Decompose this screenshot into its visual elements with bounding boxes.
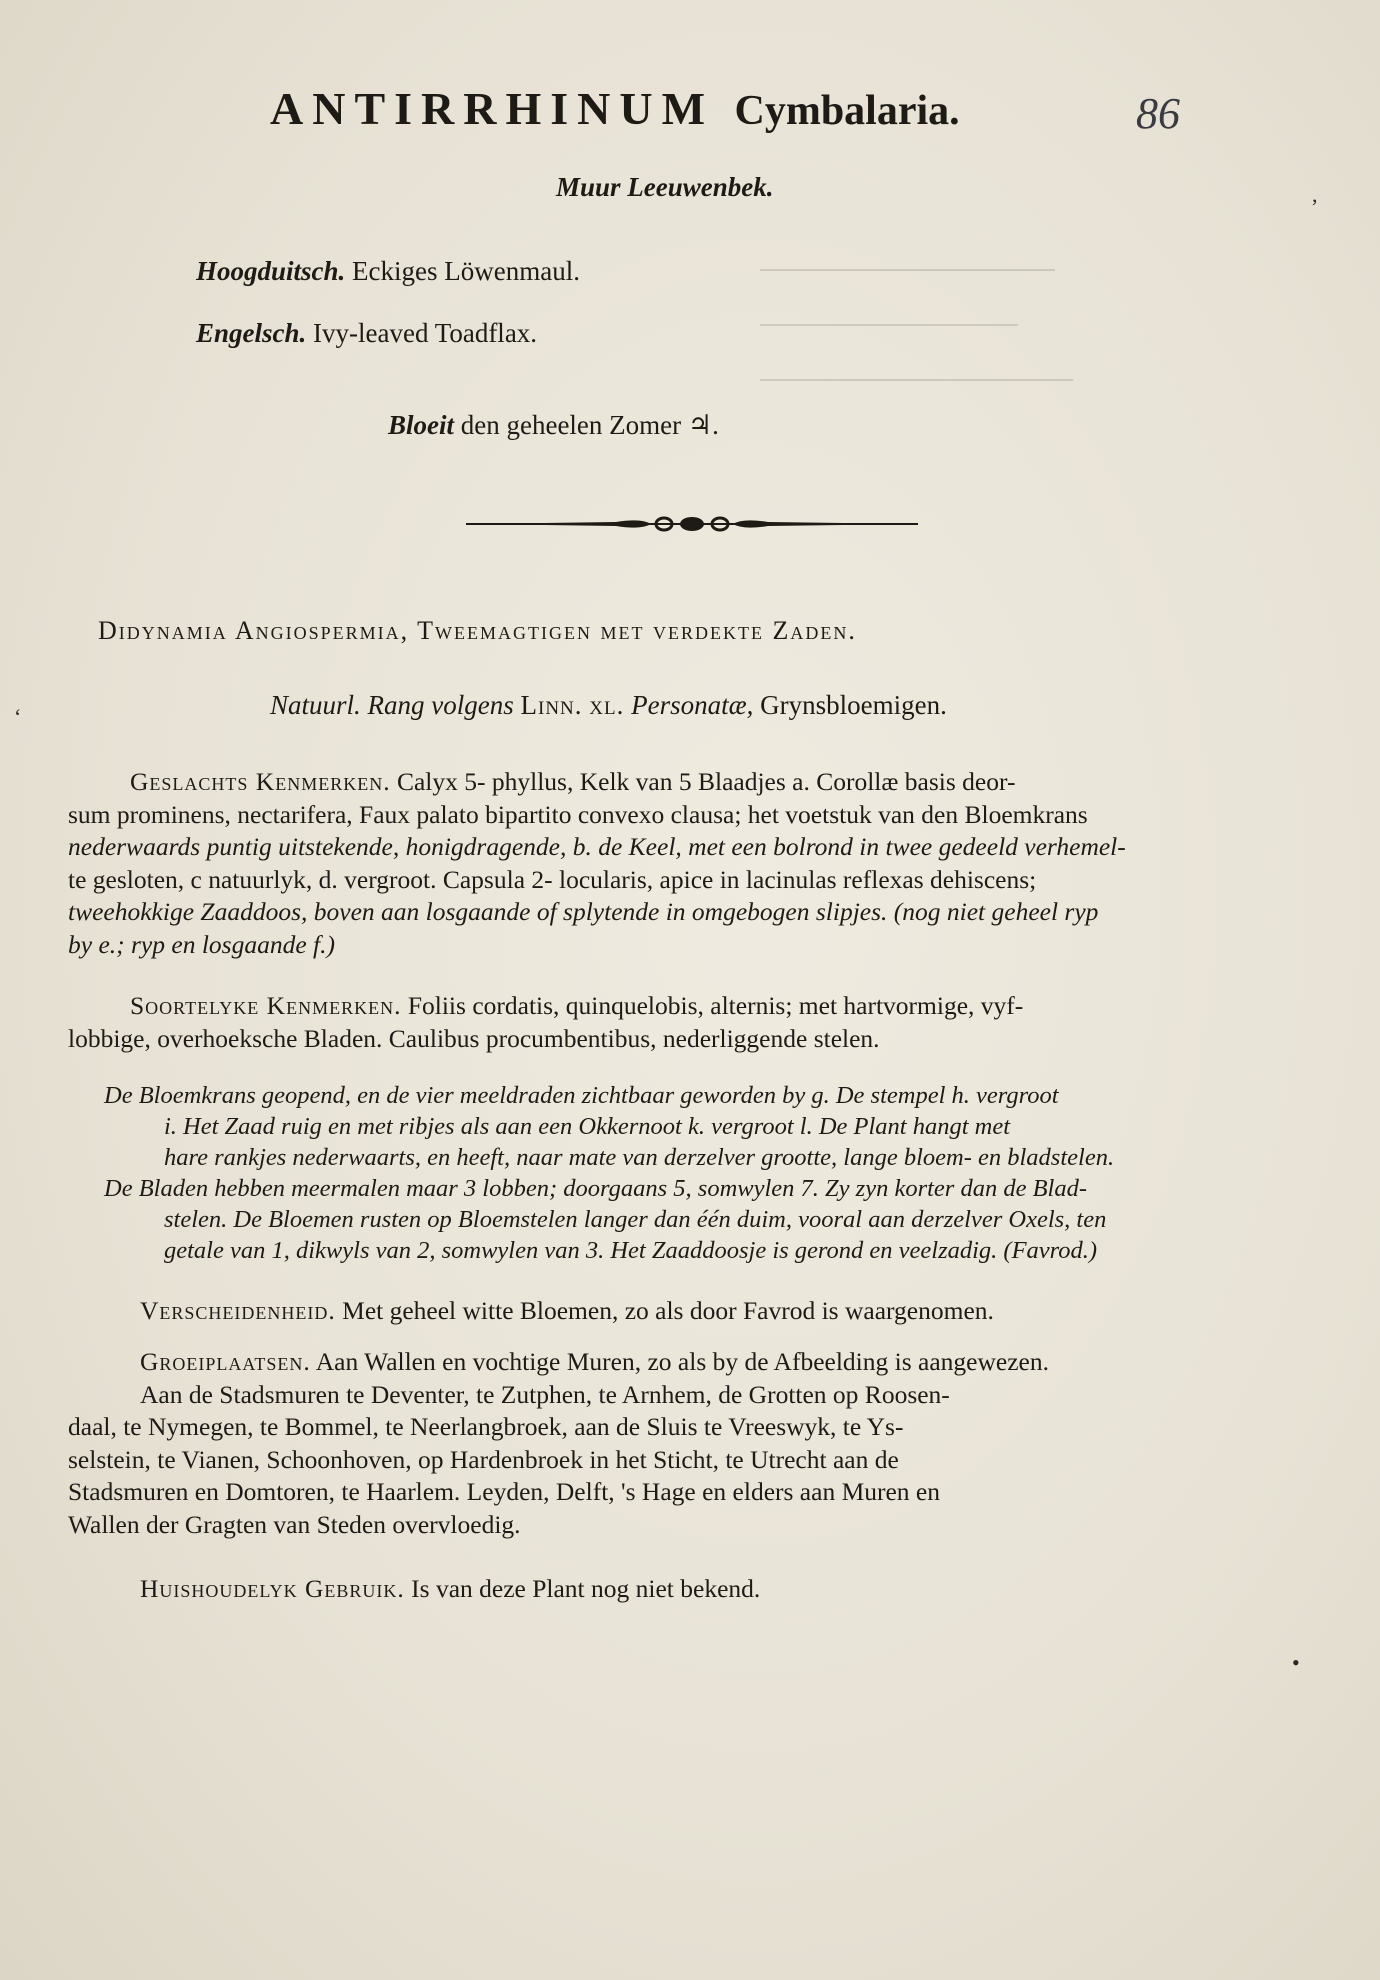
section-label: Soortelyke Kenmerken. bbox=[130, 991, 402, 1020]
text-line: stelen. De Bloemen rusten op Bloemstelen langer dan één duim, vooral aan derzelver Oxels, ten bbox=[164, 1206, 1107, 1233]
section-label: Groeiplaatsen. bbox=[140, 1347, 311, 1376]
text-line: nederwaards puntig uitstekende, honigdragende, b. de Keel, met een bolrond in twee gedeeld verhemel- bbox=[68, 832, 1126, 861]
rank-prefix: Natuurl. Rang volgens bbox=[270, 690, 514, 720]
text-line: De Bladen hebben meermalen maar 3 lobben; doorgaans 5, somwylen 7. Zy zyn korter dan de Blad- bbox=[104, 1175, 1088, 1202]
classification-heading: Didynamia Angiospermia, Tweemagtigen met verdekte Zaden. bbox=[98, 616, 857, 645]
bleed-through-line: ───────────────── bbox=[760, 365, 1074, 394]
text-line: sum prominens, nectarifera, Faux palato bipartito convexo clausa; het voetstuk van den Bloemkrans bbox=[68, 799, 1088, 829]
species-name: Cymbalaria. bbox=[734, 88, 960, 134]
text-line: Geslachts Kenmerken. Calyx 5- phyllus, Kelk van 5 Blaadjes a. Corollæ basis deor- bbox=[130, 767, 1016, 796]
plant-description bbox=[104, 1080, 1320, 1266]
bleed-through-line: ──────────────── bbox=[760, 255, 1055, 284]
flowering-period bbox=[388, 410, 719, 441]
variety bbox=[140, 1296, 994, 1326]
ornamental-divider bbox=[466, 512, 918, 536]
text-line: te gesloten, c natuurlyk, d. vergroot. Capsula 2- locularis, apice in lacinulas reflexas dehiscens; bbox=[68, 864, 1037, 894]
variety-text: Met geheel witte Bloemen, zo als door Favrod is waargenomen. bbox=[342, 1296, 994, 1325]
flowering-label: Bloeit bbox=[388, 410, 454, 440]
dutch-common-name: Muur Leeuwenbek. bbox=[556, 172, 774, 202]
text-line: i. Het Zaad ruig en met ribjes als aan een Okkernoot k. vergroot l. De Plant hangt met bbox=[164, 1113, 1011, 1140]
rank-latin: Personatæ, bbox=[631, 690, 754, 720]
species-characters bbox=[68, 990, 1318, 1055]
text-line: daal, te Nymegen, te Bommel, te Neerlangbroek, aan de Sluis te Vreeswyk, te Ys- bbox=[68, 1412, 904, 1441]
rank-author: Linn. bbox=[520, 690, 583, 720]
genus-name: ANTIRRHINUM bbox=[270, 83, 714, 134]
section-label: Huishoudelyk Gebruik. bbox=[140, 1574, 405, 1603]
text-line: Aan de Stadsmuren te Deventer, te Zutphen, te Arnhem, de Grotten op Roosen- bbox=[140, 1379, 950, 1409]
economic-use bbox=[140, 1574, 760, 1604]
section-label: Geslachts Kenmerken. bbox=[130, 767, 391, 796]
text-line: De Bloemkrans geopend, en de vier meeldraden zichtbaar geworden by g. De stempel h. vergroot bbox=[104, 1082, 1059, 1109]
language-label: Engelsch. bbox=[196, 318, 307, 348]
language-label: Hoogduitsch. bbox=[196, 256, 346, 286]
rank-order: xl. bbox=[589, 690, 625, 720]
genus-characters bbox=[68, 766, 1318, 961]
handwritten-page-number: 86 bbox=[1136, 89, 1180, 138]
section-label: Verscheidenheid. bbox=[140, 1296, 336, 1325]
stray-mark: ‘ bbox=[14, 704, 22, 729]
text-line: Wallen der Gragten van Steden overvloedig. bbox=[68, 1509, 521, 1539]
vernacular-name: Eckiges Löwenmaul. bbox=[352, 256, 580, 286]
text-line: lobbige, overhoeksche Bladen. Caulibus procumbentibus, nederliggende stelen. bbox=[68, 1023, 880, 1053]
text-line: hare rankjes nederwaarts, en heeft, naar mate van derzelver grootte, lange bloem- en bladstelen. bbox=[164, 1144, 1115, 1171]
habitat bbox=[68, 1346, 1318, 1541]
text-line: selstein, te Vianen, Schoonhoven, op Hardenbroek in het Sticht, te Utrecht aan de bbox=[68, 1444, 899, 1474]
rank-dutch: Grynsbloemigen. bbox=[760, 690, 947, 720]
vernacular-name: Ivy-leaved Toadflax. bbox=[313, 318, 538, 348]
text-line: Groeiplaatsen. Aan Wallen en vochtige Muren, zo als by de Afbeelding is aangewezen. bbox=[140, 1347, 1049, 1376]
text-line: Soortelyke Kenmerken. Foliis cordatis, quinquelobis, alternis; met hartvormige, vyf- bbox=[130, 991, 1024, 1020]
flowering-text: den geheelen Zomer ♃. bbox=[460, 410, 719, 440]
text-line: by e.; ryp en losgaande f.) bbox=[68, 929, 335, 959]
text-line: getale van 1, dikwyls van 2, somwylen van 3. Het Zaaddoosje is gerond en veelzadig. (Favrod.) bbox=[164, 1237, 1098, 1264]
name-entry-english bbox=[196, 318, 537, 349]
text-line: Stadsmuren en Domtoren, te Haarlem. Leyden, Delft, 's Hage en elders aan Muren en bbox=[68, 1477, 940, 1506]
bleed-through-line: ────────────── bbox=[760, 310, 1018, 339]
stray-mark: , bbox=[1312, 182, 1318, 207]
name-entry-german bbox=[196, 256, 580, 287]
page-title bbox=[270, 82, 1230, 135]
text-line: tweehokkige Zaaddoos, boven aan losgaande of splytende in omgebogen slipjes. (nog niet geheel ryp bbox=[68, 897, 1099, 926]
natural-rank bbox=[270, 690, 947, 721]
stray-mark: • bbox=[1292, 1650, 1300, 1675]
economic-use-text: Is van deze Plant nog niet bekend. bbox=[411, 1574, 761, 1603]
